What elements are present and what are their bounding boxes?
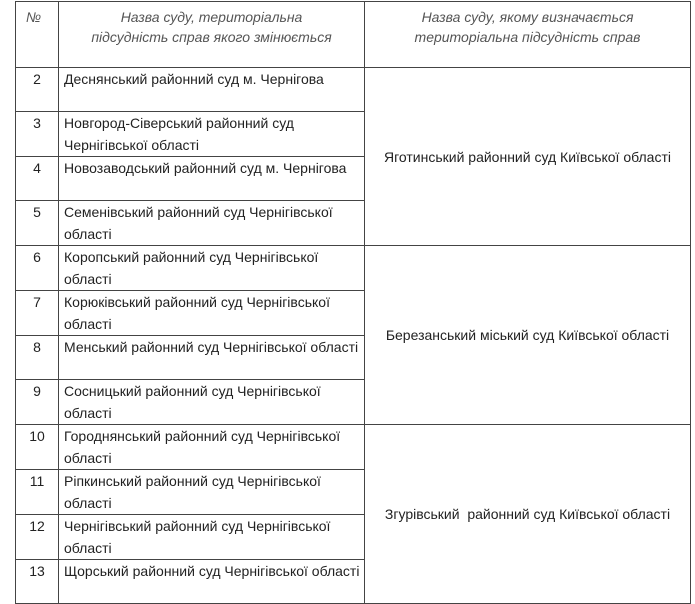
target-court: Згурівський районний суд Київської області bbox=[365, 425, 691, 604]
source-court: Новгород-Сіверський районний суд Чернігівської області bbox=[59, 112, 365, 157]
row-number: 10 bbox=[16, 425, 59, 470]
source-court: Чернігівський районний суд Чернігівської області bbox=[59, 515, 365, 560]
header-source-court bbox=[59, 2, 365, 68]
header-number: № bbox=[16, 2, 59, 68]
header-target-court bbox=[365, 2, 691, 68]
header-source-court-text: Назва суду, територіальна підсудність справ якого змінюється bbox=[91, 9, 332, 45]
row-number: 2 bbox=[16, 68, 59, 112]
row-number: 13 bbox=[16, 560, 59, 604]
source-court: Семенівський районний суд Чернігівської області bbox=[59, 201, 365, 246]
header-target-court-text: Назва суду, якому визначається територіальна підсудність справ bbox=[414, 9, 641, 45]
row-number: 5 bbox=[16, 201, 59, 246]
row-number: 9 bbox=[16, 380, 59, 425]
row-number: 3 bbox=[16, 112, 59, 157]
table-row bbox=[16, 246, 691, 291]
source-court: Менський районний суд Чернігівської області bbox=[59, 336, 365, 380]
target-court: Березанський міський суд Київської області bbox=[365, 246, 691, 425]
source-court: Щорський районний суд Чернігівської області bbox=[59, 560, 365, 604]
source-court: Ріпкинський районний суд Чернігівської області bbox=[59, 470, 365, 515]
target-court: Яготинський районний суд Київської області bbox=[365, 68, 691, 246]
row-number: 4 bbox=[16, 157, 59, 201]
source-court: Коропський районний суд Чернігівської області bbox=[59, 246, 365, 291]
row-number: 7 bbox=[16, 291, 59, 336]
row-number: 12 bbox=[16, 515, 59, 560]
table-header-row bbox=[16, 2, 691, 68]
table-row bbox=[16, 68, 691, 112]
row-number: 8 bbox=[16, 336, 59, 380]
row-number: 11 bbox=[16, 470, 59, 515]
source-court: Городнянський районний суд Чернігівської області bbox=[59, 425, 365, 470]
source-court: Корюківський районний суд Чернігівської області bbox=[59, 291, 365, 336]
court-jurisdiction-table bbox=[15, 1, 691, 604]
table-row bbox=[16, 425, 691, 470]
row-number: 6 bbox=[16, 246, 59, 291]
source-court: Деснянський районний суд м. Чернігова bbox=[59, 68, 365, 112]
source-court: Новозаводський районний суд м. Чернігова bbox=[59, 157, 365, 201]
source-court: Сосницький районний суд Чернігівської області bbox=[59, 380, 365, 425]
